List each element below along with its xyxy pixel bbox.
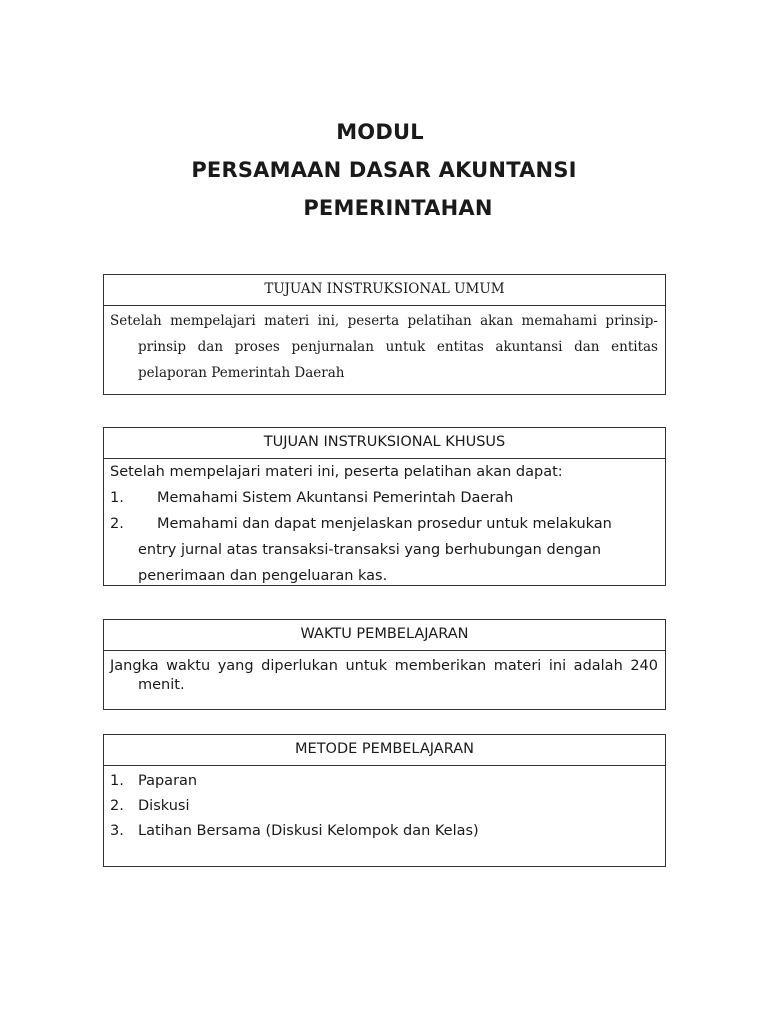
general-objectives-text: Setelah mempelajari materi ini, peserta pelatihan akan memahami prinsip-prinsip dan proses penjurnalan untuk entitas akuntansi dan entitas pelaporan Pemerintah Daerah [110,313,658,381]
general-objectives-box [103,274,666,395]
list-item-number: 1. [110,773,124,789]
list-item-continuation: entry jurnal atas transaksi-transaksi yang berhubungan dengan [138,542,602,558]
specific-objectives-intro: Setelah mempelajari materi ini, peserta pelatihan akan dapat: [110,464,563,480]
learning-time-heading: WAKTU PEMBELAJARAN [104,620,665,651]
list-item [110,485,658,511]
list-item-text: Diskusi [138,798,190,814]
list-item [110,794,658,819]
list-item-text: Memahami Sistem Akuntansi Pemerintah Daerah [157,490,514,506]
learning-time-text: Jangka waktu yang diperlukan untuk memberikan materi ini adalah 240 menit. [110,658,658,693]
list-item [110,511,658,537]
module-title-line-1: PERSAMAAN DASAR AKUNTANSI [191,158,577,182]
module-title-line-2: PEMERINTAHAN [303,196,493,220]
learning-time-box [103,619,666,710]
list-item [110,819,658,844]
list-item [110,769,658,794]
list-item-number: 2. [110,798,124,814]
specific-objectives-box [103,427,666,586]
list-item-text: Memahami dan dapat menjelaskan prosedur untuk melakukan [157,516,612,532]
learning-methods-heading: METODE PEMBELAJARAN [104,735,665,766]
general-objectives-heading: TUJUAN INSTRUKSIONAL UMUM [104,275,665,306]
list-item-continuation: penerimaan dan pengeluaran kas. [138,568,388,584]
module-label: MODUL [336,120,424,144]
list-item-number: 2. [110,516,124,532]
list-item-number: 3. [110,823,124,839]
list-item-text: Latihan Bersama (Diskusi Kelompok dan Kelas) [138,823,479,839]
list-item-number: 1. [110,490,124,506]
learning-methods-box [103,734,666,867]
list-item-text: Paparan [138,773,198,789]
specific-objectives-heading: TUJUAN INSTRUKSIONAL KHUSUS [104,428,665,459]
